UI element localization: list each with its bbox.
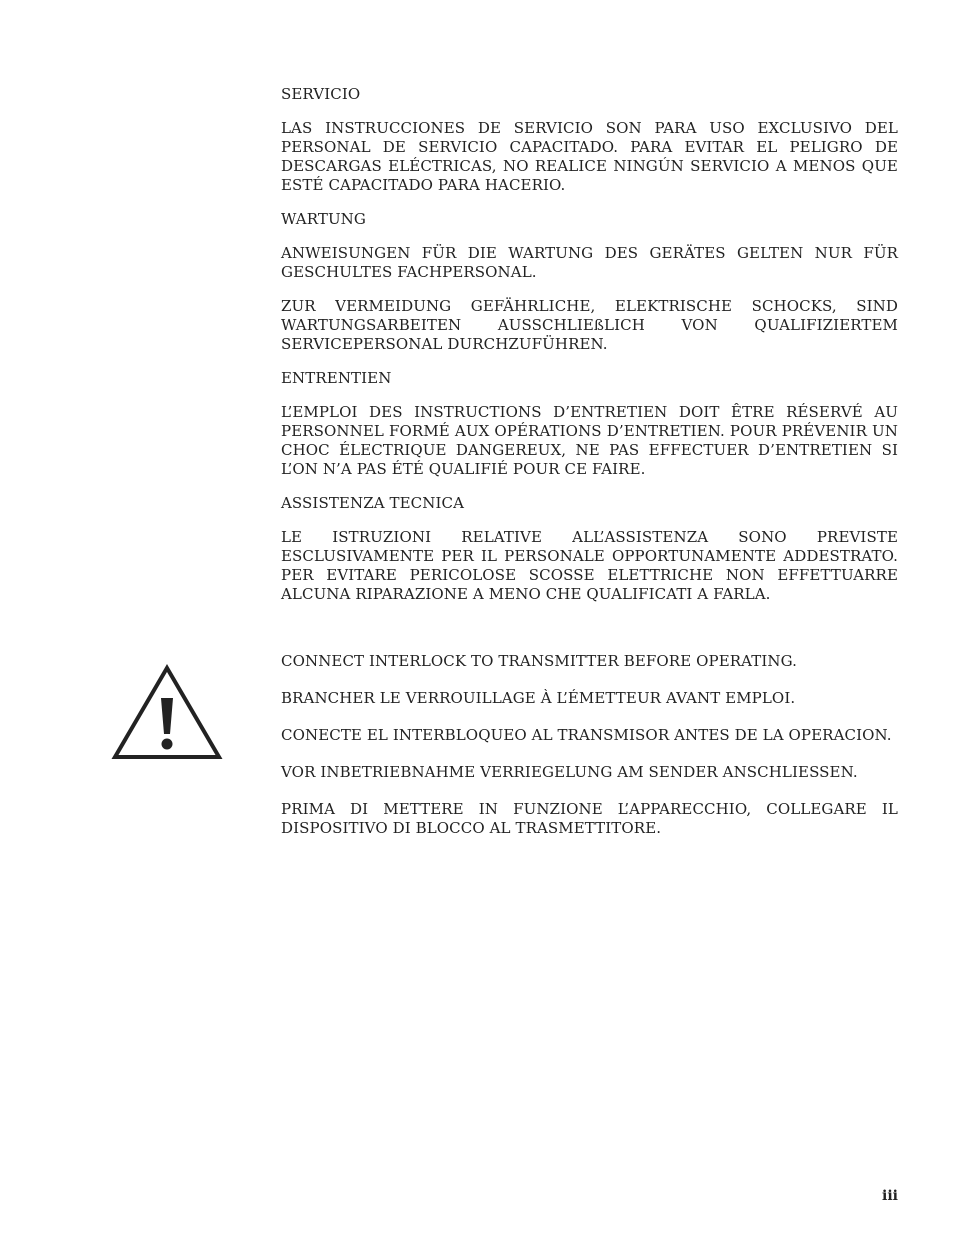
page-number: iii — [882, 1188, 898, 1204]
heading-assistenza: ASSISTENZA TECNICA — [281, 494, 465, 512]
warning-text-de: VOR INBETRIEBNAHME VERRIEGELUNG AM SENDER ANSCHLIESSEN. — [281, 763, 858, 781]
warning-text-fr: BRANCHER LE VERROUILLAGE À L’ÉMETTEUR AVANT EMPLOI. — [281, 689, 796, 707]
warning-triangle-icon — [111, 664, 223, 760]
service-instructions — [281, 85, 898, 604]
text-wartung-2: ZUR VERMEIDUNG GEFÄHRLICHE, ELEKTRISCHE SCHOCKS, SIND WARTUNGSARBEITEN AUSSCHLIEßLICH VON QUALIFIZIERTEM SERVICEPERSONAL DURCHZUFÜHREN. — [281, 297, 898, 353]
warning-text-es: CONECTE EL INTERBLOQUEO AL TRANSMISOR ANTES DE LA OPERACION. — [281, 726, 892, 744]
warning-text-en: CONNECT INTERLOCK TO TRANSMITTER BEFORE OPERATING. — [281, 652, 798, 670]
interlock-warning — [281, 652, 898, 838]
heading-entrentien: ENTRENTIEN — [281, 369, 392, 387]
text-assistenza: LE ISTRUZIONI RELATIVE ALL’ASSISTENZA SONO PREVISTE ESCLUSIVAMENTE PER IL PERSONALE OPPORTUNAMENTE ADDESTRATO. PER EVITARE PERICOLOSE SCOSSE ELETTRICHE NON EFFETTUARRE ALCUNA RIPARAZIONE A MENO CHE QUALIFICATI A FARLA. — [281, 528, 898, 603]
heading-wartung: WARTUNG — [281, 210, 366, 228]
text-wartung-1: ANWEISUNGEN FÜR DIE WARTUNG DES GERÄTES GELTEN NUR FÜR GESCHULTES FACHPERSONAL. — [281, 244, 898, 281]
text-servicio: LAS INSTRUCCIONES DE SERVICIO SON PARA USO EXCLUSIVO DEL PERSONAL DE SERVICIO CAPACITADO. PARA EVITAR EL PELIGRO DE DESCARGAS ELÉCTRICAS, NO REALICE NINGÚN SERVICIO A MENOS QUE ESTÉ CAPACITADO PARA HACERIO. — [281, 119, 898, 194]
heading-servicio: SERVICIO — [281, 85, 361, 103]
text-entrentien: L’EMPLOI DES INSTRUCTIONS D’ENTRETIEN DOIT ÊTRE RÉSERVÉ AU PERSONNEL FORMÉ AUX OPÉRATIONS D’ENTRETIEN. POUR PRÉVENIR UN CHOC ÉLECTRIQUE DANGEREUX, NE PAS EFFECTUER D’ENTRETIEN SI L’ON N’A PAS ÉTÉ QUALIFIÉ POUR CE FAIRE. — [281, 403, 898, 478]
warning-text-it: PRIMA DI METTERE IN FUNZIONE L’APPARECCHIO, COLLEGARE IL DISPOSITIVO DI BLOCCO AL TRASMETTITORE. — [281, 800, 898, 837]
